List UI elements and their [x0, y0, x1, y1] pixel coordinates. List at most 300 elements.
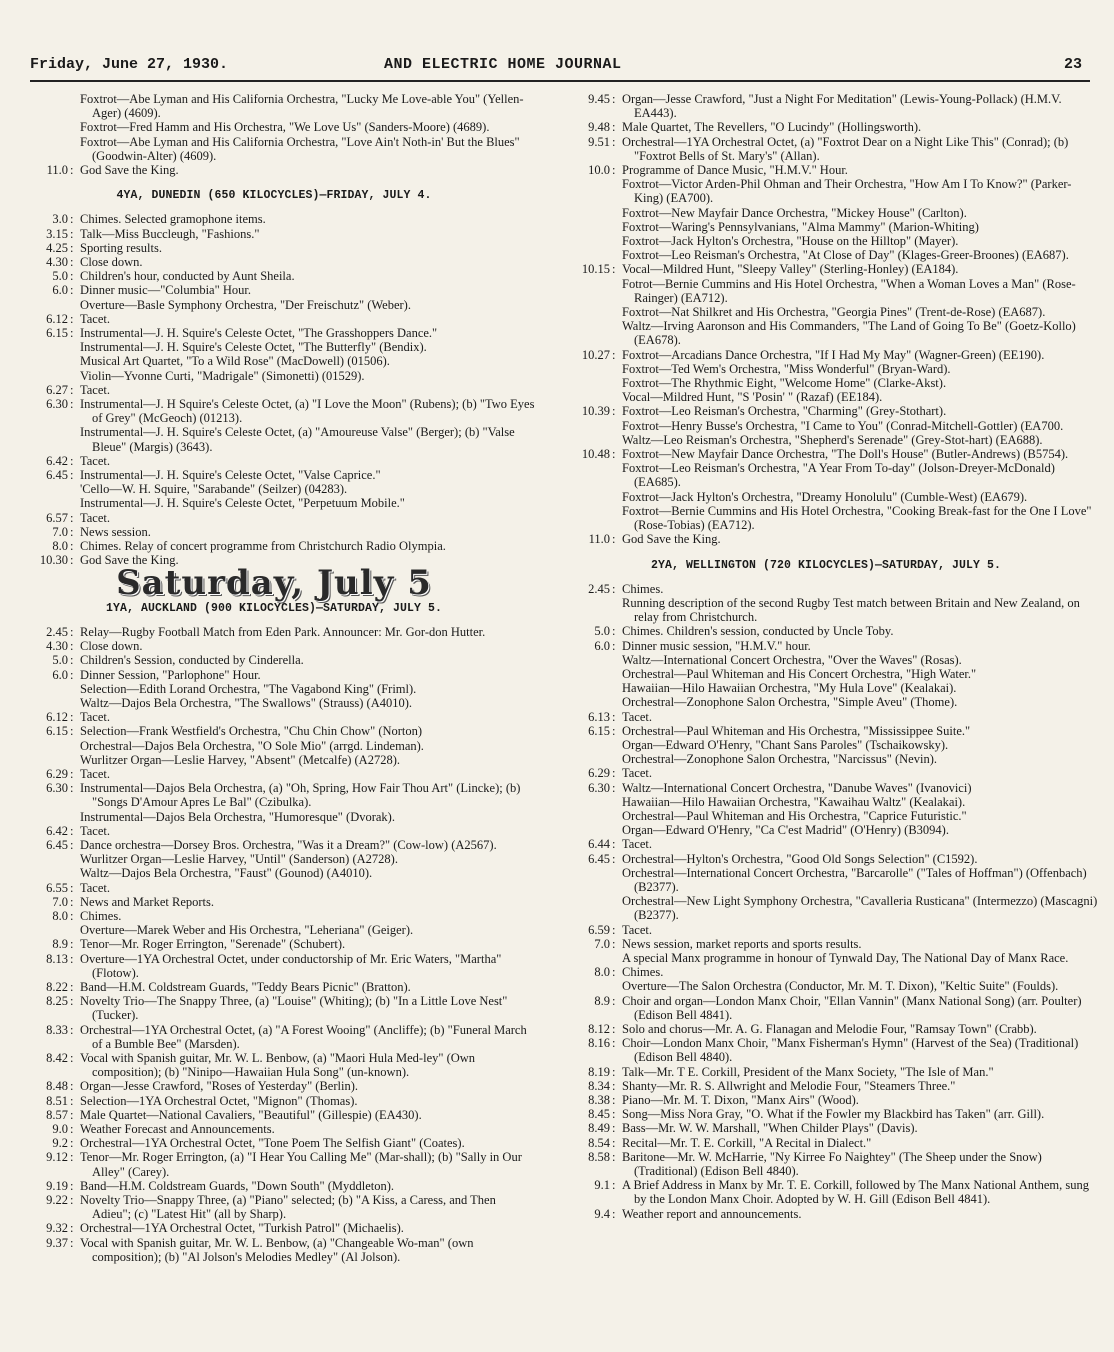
entry-text: Tacet.: [80, 766, 111, 781]
programme-entry: [554, 348, 1098, 362]
programme-entry: [12, 241, 536, 255]
entry-text: Instrumental—J. H. Squire's Celeste Octet, "Perpetuum Mobile.": [80, 496, 405, 511]
entry-time: 10.27: [581, 347, 610, 362]
programme-entry: [12, 482, 536, 496]
entry-time: 5.0: [52, 653, 68, 668]
entry-time: 8.49: [588, 1121, 610, 1136]
entry-text: Children's Session, conducted by Cinderella.: [80, 653, 304, 668]
entry-text: Tacet.: [80, 311, 111, 326]
programme-entry: [12, 838, 536, 852]
programme-entry: [12, 724, 536, 738]
entry-time: 6.42: [46, 453, 68, 468]
entry-time: 8.9: [52, 937, 68, 952]
programme-entry: [12, 1122, 536, 1136]
entry-text: Foxtrot—Nat Shilkret and His Orchestra, "Georgia Pines" (Trent-de-Rose) (EA687).: [622, 305, 1046, 320]
programme-entry: [12, 539, 536, 553]
header-page-number: 23: [1063, 56, 1082, 73]
time-separator: :: [612, 404, 616, 419]
time-separator: :: [70, 937, 74, 952]
programme-entry: [12, 227, 536, 241]
entry-time: 8.0: [52, 539, 68, 554]
programme-entry: [554, 461, 1098, 489]
programme-entry: [554, 653, 1098, 667]
entry-text: Close down.: [80, 639, 143, 654]
programme-entry: [12, 753, 536, 767]
time-separator: :: [70, 880, 74, 895]
programme-entry: [554, 447, 1098, 461]
entry-text: Foxtrot—Victor Arden-Phil Ohman and Their Orchestra, "How Am I To Know?" (Parker-King) (EA700).: [622, 177, 1072, 206]
programme-entry: [12, 739, 536, 753]
entry-text: Vocal—Mildred Hunt, "S 'Posin' " (Razaf) (EE184).: [622, 390, 883, 405]
entry-time: 8.33: [46, 1022, 68, 1037]
entry-text: Waltz—International Concert Orchestra, "Over the Waves" (Rosas).: [622, 652, 962, 667]
entry-text: Shanty—Mr. R. S. Allwright and Melodie Four, "Steamers Three.": [622, 1078, 956, 1093]
entry-text: Foxtrot—Leo Reisman's Orchestra, "At Close of Day" (Klages-Greer-Broones) (EA687).: [622, 248, 1069, 263]
programme-entry: [554, 92, 1098, 120]
entry-text: Piano—Mr. M. T. Dixon, "Manx Airs" (Wood).: [622, 1093, 859, 1108]
entry-text: Dinner music session, "H.M.V." hour.: [622, 638, 811, 653]
time-separator: :: [612, 1149, 616, 1164]
entry-text: Waltz—Leo Reisman's Orchestra, "Shepherd's Serenade" (Grey-Stot-hart) (EA688).: [622, 432, 1043, 447]
programme-entry: [554, 965, 1098, 979]
entry-time: 8.16: [588, 1036, 610, 1051]
entry-text: Instrumental—J. H. Squire's Celeste Octet, (a) "Amoureuse Valse" (Berger); (b) "Valse Bleue" (Margis) (3643).: [80, 425, 515, 454]
entry-time: 8.9: [594, 993, 610, 1008]
programme-entry: [12, 212, 536, 226]
time-separator: :: [70, 1022, 74, 1037]
programme-entry: [554, 724, 1098, 738]
station-heading: 4YA, DUNEDIN (650 KILOCYCLES)—FRIDAY, JULY 4.: [116, 189, 432, 203]
entry-text: Relay—Rugby Football Match from Eden Park. Announcer: Mr. Gor-don Hutter.: [80, 624, 486, 639]
programme-entry: [12, 1179, 536, 1193]
programme-entry: [12, 511, 536, 525]
programme-entry: [12, 1079, 536, 1093]
programme-entry: [554, 923, 1098, 937]
entry-time: 6.55: [46, 880, 68, 895]
entry-text: Orchestral—Paul Whiteman and His Orchestra, "Caprice Futuristic.": [622, 808, 967, 823]
programme-entry: [12, 135, 536, 163]
time-separator: :: [70, 212, 74, 227]
time-separator: :: [70, 667, 74, 682]
programme-entry: [554, 752, 1098, 766]
time-separator: :: [70, 624, 74, 639]
entry-time: 9.22: [46, 1193, 68, 1208]
entry-text: Organ—Jesse Crawford, "Just a Night For Meditation" (Lewis-Young-Pollack) (H.M.V. EA443).: [622, 92, 1062, 121]
programme-entry: [12, 92, 536, 120]
entry-text: Band—H.M. Coldstream Guards, "Down South" (Myddleton).: [80, 1178, 395, 1193]
time-separator: :: [612, 1036, 616, 1051]
entry-time: 6.12: [46, 311, 68, 326]
programme-entry: [12, 326, 536, 340]
entry-time: 9.48: [588, 120, 610, 135]
entry-time: 11.0: [588, 532, 610, 547]
entry-time: 6.29: [588, 766, 610, 781]
programme-entry: [554, 951, 1098, 965]
entry-text: Foxtrot—Jack Hylton's Orchestra, "House on the Hilltop" (Mayer).: [622, 234, 959, 249]
entry-text: Foxtrot—Abe Lyman and His California Orchestra, "Lucky Me Love-able You" (Yellen-Ager) (4609).: [80, 92, 524, 121]
entry-text: Waltz—International Concert Orchestra, "Danube Waves" (Ivanovici): [622, 780, 972, 795]
entry-text: Overture—1YA Orchestral Octet, under conductorship of Mr. Eric Waters, "Martha" (Flotow).: [80, 951, 502, 980]
programme-entry: [554, 781, 1098, 795]
programme-entry: [12, 625, 536, 639]
time-separator: :: [612, 965, 616, 980]
header-date: Friday, June 27, 1930.: [30, 56, 229, 73]
entry-text: Waltz—Irving Aaronson and His Commanders, "The Land of Going To Be" (Goetz-Kollo) (EA678).: [622, 319, 1076, 348]
time-separator: :: [70, 382, 74, 397]
time-separator: :: [70, 1150, 74, 1165]
entry-text: Foxtrot—Henry Busse's Orchestra, "I Came to You" (Conrad-Mitchell-Gottler) (EA700.: [622, 418, 1064, 433]
programme-entry: [12, 1193, 536, 1221]
entry-text: Hawaiian—Hilo Hawaiian Orchestra, "Kawaihau Waltz" (Kealakai).: [622, 794, 966, 809]
day-heading: Saturday, July 5: [116, 562, 432, 603]
entry-time: 8.13: [46, 951, 68, 966]
time-separator: :: [612, 120, 616, 135]
entry-time: 8.34: [588, 1078, 610, 1093]
entry-time: 8.48: [46, 1079, 68, 1094]
programme-entry: [554, 1065, 1098, 1079]
left-column: [12, 92, 536, 1264]
entry-time: 6.57: [46, 510, 68, 525]
entry-time: 9.2: [52, 1136, 68, 1151]
entry-time: 8.54: [588, 1135, 610, 1150]
entry-text: Wurlitzer Organ—Leslie Harvey, "Absent" (Metcalfe) (A2728).: [80, 752, 401, 767]
programme-entry: [12, 312, 536, 326]
time-separator: :: [70, 326, 74, 341]
entry-text: Wurlitzer Organ—Leslie Harvey, "Until" (Sanderson) (A2728).: [80, 852, 398, 867]
programme-entry: [12, 1108, 536, 1122]
programme-entry: [554, 234, 1098, 248]
entry-text: Foxtrot—Jack Hylton's Orchestra, "Dreamy Honolulu" (Cumble-West) (EA679).: [622, 489, 1028, 504]
programme-entry: [554, 937, 1098, 951]
time-separator: :: [612, 624, 616, 639]
programme-entry: [554, 305, 1098, 319]
time-separator: :: [70, 226, 74, 241]
time-separator: :: [70, 240, 74, 255]
entry-text: Running description of the second Rugby Test match between Britain and New Zealand, on relay from Christchurch.: [622, 595, 1080, 625]
entry-text: Organ—Edward O'Henry, "Ca C'est Madrid" (O'Henry) (B3094).: [622, 823, 949, 838]
programme-entry: [554, 710, 1098, 724]
time-separator: :: [70, 1107, 74, 1122]
entry-text: Tacet.: [80, 710, 111, 725]
entry-text: Tacet.: [80, 880, 111, 895]
entry-time: 9.4: [594, 1206, 610, 1221]
entry-time: 6.15: [588, 723, 610, 738]
entry-text: Talk—Mr. T E. Corkill, President of the Manx Society, "The Isle of Man.": [622, 1064, 994, 1079]
entry-text: Weather Forecast and Announcements.: [80, 1122, 275, 1137]
time-separator: :: [70, 994, 74, 1009]
entry-text: Tacet.: [80, 510, 111, 525]
programme-entry: [12, 710, 536, 724]
entry-text: Chimes.: [80, 908, 122, 923]
entry-time: 5.0: [594, 624, 610, 639]
entry-text: Orchestral—1YA Orchestral Octet, (a) "Foxtrot Dear on a Night Like This" (Conrad); (b) "Foxtrot Bells of St. Mary's" (Allan).: [622, 134, 1069, 163]
programme-entry: [12, 1051, 536, 1079]
time-separator: :: [70, 468, 74, 483]
entry-time: 6.30: [46, 781, 68, 796]
programme-entry: [554, 852, 1098, 866]
entry-time: 9.37: [46, 1235, 68, 1250]
programme-entry: [554, 1093, 1098, 1107]
time-separator: :: [70, 1051, 74, 1065]
time-separator: :: [70, 163, 74, 178]
time-separator: :: [612, 1135, 616, 1150]
entry-text: A Brief Address in Manx by Mr. T. E. Corkill, followed by The Manx National Anthem, sung by the London Manx Choir. Adopted by W. H. Gill (Edison Bell 4841).: [622, 1178, 1089, 1207]
entry-time: 6.29: [46, 766, 68, 781]
programme-entry: [12, 696, 536, 710]
programme-entry: [554, 1136, 1098, 1150]
time-separator: :: [70, 837, 74, 852]
programme-entry: [554, 1022, 1098, 1036]
time-separator: :: [70, 510, 74, 525]
time-separator: :: [612, 1022, 616, 1036]
entry-text: Selection—Frank Westfield's Orchestra, "Chu Chin Chow" (Norton): [80, 724, 423, 739]
time-separator: :: [612, 766, 616, 781]
entry-text: Foxtrot—New Mayfair Dance Orchestra, "Mickey House" (Carlton).: [622, 205, 967, 220]
programme-entry: [12, 653, 536, 667]
entry-text: Vocal with Spanish guitar, Mr. W. L. Benbow, (a) "Changeable Wo-man" (own composition); (b) "Al Jolson's Melodies Medley" (Al Jolson).: [80, 1235, 474, 1264]
programme-entry: [554, 419, 1098, 433]
programme-entry: [554, 163, 1098, 177]
time-separator: :: [612, 92, 616, 106]
entry-text: 'Cello—W. H. Squire, "Sarabande" (Seilzer) (04283).: [80, 482, 348, 497]
programme-entry: [12, 994, 536, 1022]
entry-text: Baritone—Mr. W. McHarrie, "Ny Kirree Fo Naightey" (The Sheep under the Snow) (Traditional) (Edison Bell 4840).: [622, 1149, 1042, 1179]
programme-entry: [12, 1023, 536, 1051]
entry-time: 8.19: [588, 1064, 610, 1079]
station-heading: 2YA, WELLINGTON (720 KILOCYCLES)—SATURDAY, JULY 5.: [650, 558, 1002, 572]
programme-entry: [554, 404, 1098, 418]
entry-time: 6.59: [588, 922, 610, 937]
entry-time: 10.15: [581, 262, 610, 277]
entry-time: 6.12: [46, 710, 68, 725]
programme-entry: [554, 277, 1098, 305]
programme-entry: [12, 383, 536, 397]
programme-entry: [554, 220, 1098, 234]
entry-time: 3.0: [52, 212, 68, 227]
entry-time: 2.45: [46, 624, 68, 639]
time-separator: :: [70, 553, 74, 568]
entry-time: 6.30: [46, 397, 68, 412]
programme-entry: [12, 120, 536, 134]
programme-entry: [554, 695, 1098, 709]
programme-entry: [12, 454, 536, 468]
entry-time: 9.51: [588, 134, 610, 149]
entry-text: Orchestral—Zonophone Salon Orchestra, "Narcissus" (Nevin).: [622, 752, 937, 767]
time-separator: :: [70, 269, 74, 284]
entry-text: Close down.: [80, 255, 143, 270]
time-separator: :: [70, 1221, 74, 1236]
programme-entry: [12, 852, 536, 866]
programme-entry: [554, 837, 1098, 851]
entry-text: Organ—Jesse Crawford, "Roses of Yesterday" (Berlin).: [80, 1079, 358, 1094]
entry-text: Solo and chorus—Mr. A. G. Flanagan and Melodie Four, "Ramsay Town" (Crabb).: [622, 1022, 1037, 1036]
entry-time: 6.15: [46, 724, 68, 739]
header-journal-title: AND ELECTRIC HOME JOURNAL: [384, 56, 622, 73]
time-separator: :: [612, 993, 616, 1008]
entry-text: Foxtrot—Fred Hamm and His Orchestra, "We Love Us" (Sanders-Moore) (4689).: [80, 120, 490, 135]
entry-text: Male Quartet, The Revellers, "O Lucindy" (Hollingsworth).: [622, 120, 922, 135]
time-separator: :: [612, 262, 616, 277]
time-separator: :: [70, 453, 74, 468]
entry-text: Instrumental—Dajos Bela Orchestra, "Humoresque" (Dvorak).: [80, 809, 395, 824]
programme-entry: [554, 979, 1098, 993]
time-separator: :: [612, 532, 616, 547]
station-heading: 1YA, AUCKLAND (900 KILOCYCLES)—SATURDAY, JULY 5.: [105, 601, 443, 615]
programme-entry: [12, 1136, 536, 1150]
entry-time: 5.0: [52, 269, 68, 284]
time-separator: :: [70, 311, 74, 326]
programme-entry: [12, 283, 536, 297]
entry-text: God Save the King.: [622, 532, 721, 547]
entry-time: 8.45: [588, 1107, 610, 1122]
programme-entry: [554, 376, 1098, 390]
entry-text: Foxtrot—Leo Reisman's Orchestra, "Charming" (Grey-Stothart).: [622, 404, 947, 419]
entry-text: Chimes. Relay of concert programme from Christchurch Radio Olympia.: [80, 539, 446, 554]
entry-text: Tenor—Mr. Roger Errington, "Serenade" (Schubert).: [80, 937, 346, 952]
entry-time: 7.0: [594, 936, 610, 951]
entry-text: Dinner music—"Columbia" Hour.: [80, 283, 251, 298]
entry-text: Tacet.: [622, 766, 653, 781]
time-separator: :: [70, 766, 74, 781]
programme-entry: [12, 340, 536, 354]
programme-entry: [554, 262, 1098, 276]
entry-time: 10.48: [581, 447, 610, 462]
entry-text: Instrumental—Dajos Bela Orchestra, (a) "Oh, Spring, How Fair Thou Art" (Lincke); (b) "Songs D'Amour Apres Le Bal" (Czibulka).: [80, 781, 521, 810]
programme-entry: [554, 1079, 1098, 1093]
programme-entry: [554, 667, 1098, 681]
programme-entry: [12, 866, 536, 880]
time-separator: :: [70, 1193, 74, 1208]
entry-text: News session.: [80, 524, 151, 539]
time-separator: :: [612, 1078, 616, 1093]
entry-text: Orchestral—1YA Orchestral Octet, "Turkish Patrol" (Michaelis).: [80, 1221, 404, 1236]
entry-text: Recital—Mr. T. E. Corkill, "A Recital in Dialect.": [622, 1135, 872, 1150]
time-separator: :: [612, 447, 616, 462]
programme-entry: [12, 639, 536, 653]
entry-text: Instrumental—J. H. Squire's Celeste Octet, "The Grasshoppers Dance.": [80, 326, 438, 341]
programme-entry: [554, 1207, 1098, 1221]
entry-text: Weather report and announcements.: [622, 1206, 802, 1221]
entry-time: 10.0: [588, 163, 610, 178]
entry-time: 11.0: [46, 163, 68, 178]
time-separator: :: [612, 1206, 616, 1221]
entry-text: Hawaiian—Hilo Hawaiian Orchestra, "My Hula Love" (Kealakai).: [622, 681, 957, 696]
time-separator: :: [70, 823, 74, 838]
programme-entry: [12, 767, 536, 781]
entry-text: Selection—1YA Orchestral Octet, "Mignon" (Thomas).: [80, 1093, 358, 1108]
entry-time: 8.25: [46, 994, 68, 1009]
programme-entry: [12, 397, 536, 425]
entry-text: Tacet.: [622, 709, 653, 724]
programme-entry: [12, 881, 536, 895]
page-header: [30, 54, 1090, 82]
entry-text: Dance orchestra—Dorsey Bros. Orchestra, "Was it a Dream?" (Cow-low) (A2567).: [80, 837, 497, 852]
entry-text: Tacet.: [80, 453, 111, 468]
entry-time: 9.45: [588, 92, 610, 106]
entry-text: Male Quartet—National Cavaliers, "Beautiful" (Gillespie) (EA430).: [80, 1107, 422, 1122]
programme-entry: [554, 1121, 1098, 1135]
programme-entry: [554, 135, 1098, 163]
entry-time: 4.25: [46, 240, 68, 255]
entry-time: 6.0: [52, 667, 68, 682]
entry-text: Foxtrot—Abe Lyman and His California Orchestra, "Love Ain't Noth-in' But the Blues" (Goodwin-Alter) (4609).: [80, 134, 520, 163]
time-separator: :: [70, 1122, 74, 1137]
time-separator: :: [70, 894, 74, 909]
programme-entry: [554, 866, 1098, 894]
programme-entry: [554, 177, 1098, 205]
time-separator: :: [612, 1093, 616, 1108]
entry-text: Foxtrot—Leo Reisman's Orchestra, "A Year From To-day" (Jolson-Dreyer-McDonald) (EA685).: [622, 461, 1055, 490]
entry-text: Chimes. Children's session, conducted by Uncle Toby.: [622, 624, 894, 639]
entry-text: Chimes.: [622, 581, 664, 596]
entry-time: 7.0: [52, 894, 68, 909]
time-separator: :: [612, 581, 616, 596]
programme-entry: [12, 909, 536, 923]
programme-entry: [554, 1178, 1098, 1206]
programme-entry: [12, 255, 536, 269]
programme-entry: [554, 681, 1098, 695]
programme-entry: [554, 1036, 1098, 1064]
time-separator: :: [70, 1178, 74, 1193]
programme-entry: [12, 895, 536, 909]
entry-text: Tacet.: [80, 382, 111, 397]
entry-text: Overture—The Salon Orchestra (Conductor, Mr. M. T. Dixon), "Keltic Suite" (Foulds).: [622, 979, 1059, 994]
entry-text: Orchestral—1YA Orchestral Octet, (a) "A Forest Wooing" (Ancliffe); (b) "Funeral March of a Bumble Bee" (Marsden).: [80, 1022, 527, 1051]
entry-time: 6.45: [588, 851, 610, 866]
programme-entry: [12, 468, 536, 482]
programme-entry: [12, 980, 536, 994]
entry-time: 6.30: [588, 780, 610, 795]
time-separator: :: [70, 397, 74, 412]
time-separator: :: [612, 709, 616, 724]
entry-time: 9.19: [46, 1178, 68, 1193]
entry-text: Orchestral—Zonophone Salon Orchestra, "Simple Aveu" (Thome).: [622, 695, 958, 710]
entry-text: Novelty Trio—The Snappy Three, (a) "Louise" (Whiting); (b) "In a Little Love Nest" (Tucker).: [80, 994, 508, 1023]
entry-text: Sporting results.: [80, 240, 162, 255]
entry-text: A special Manx programme in honour of Tynwald Day, The National Day of Manx Race.: [622, 950, 1069, 965]
time-separator: :: [612, 1178, 616, 1193]
entry-time: 8.0: [594, 965, 610, 980]
entry-time: 6.45: [46, 468, 68, 483]
entry-text: Fotrot—Bernie Cummins and His Hotel Orchestra, "When a Woman Loves a Man" (Rose-Rainger) (EA712).: [622, 276, 1076, 305]
programme-entry: [12, 810, 536, 824]
programme-entry: [554, 319, 1098, 347]
programme-entry: [554, 120, 1098, 134]
time-separator: :: [612, 922, 616, 937]
time-separator: :: [612, 638, 616, 653]
time-separator: :: [70, 1136, 74, 1151]
entry-text: Children's hour, conducted by Aunt Sheila.: [80, 269, 295, 284]
programme-entry: [12, 1221, 536, 1235]
programme-entry: [554, 582, 1098, 596]
time-separator: :: [70, 781, 74, 796]
programme-entry: [554, 504, 1098, 532]
entry-time: 8.51: [46, 1093, 68, 1108]
entry-text: Violin—Yvonne Curti, "Madrigale" (Simonetti) (01529).: [80, 368, 365, 383]
time-separator: :: [70, 1079, 74, 1094]
entry-text: Instrumental—J. H. Squire's Celeste Octet, "The Butterfly" (Bendix).: [80, 340, 427, 355]
time-separator: :: [70, 951, 74, 966]
entry-text: Band—H.M. Coldstream Guards, "Teddy Bears Picnic" (Bratton).: [80, 979, 411, 994]
programme-entry: [12, 163, 536, 177]
programme-entry: [12, 298, 536, 312]
entry-text: Organ—Edward O'Henry, "Chant Sans Paroles" (Tschaikowsky).: [622, 737, 949, 752]
entry-time: 6.27: [46, 382, 68, 397]
entry-time: 9.0: [52, 1122, 68, 1137]
entry-text: News session, market reports and sports results.: [622, 936, 862, 951]
entry-text: Selection—Edith Lorand Orchestra, "The Vagabond King" (Friml).: [80, 681, 417, 696]
entry-text: Orchestral—Paul Whiteman and His Orchestra, "Mississippee Suite.": [622, 723, 971, 738]
